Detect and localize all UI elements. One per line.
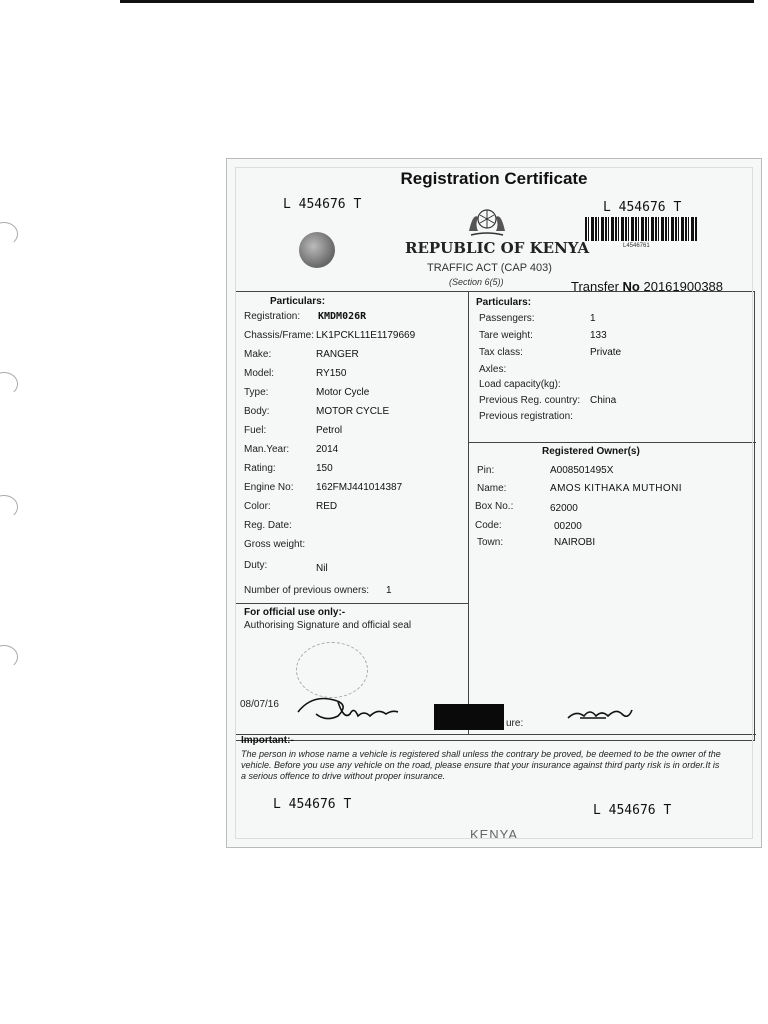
rating-value: 150: [316, 463, 333, 474]
right-particulars-heading: Particulars:: [476, 297, 532, 308]
tax-class-value: Private: [590, 347, 622, 358]
transfer-no-label: No: [622, 279, 640, 294]
field-label: Tax class:: [479, 347, 523, 358]
official-use-subheading: Authorising Signature and official seal: [244, 620, 412, 631]
color-value: RED: [316, 501, 338, 512]
field-label: Previous Reg. country:: [479, 395, 581, 406]
serial-number-top-right: L 454676 T: [603, 200, 682, 215]
field-label: Body:: [244, 406, 270, 417]
serial-number-top-left: L 454676 T: [283, 197, 362, 212]
owner-name-value: AMOS KITHAKA MUTHONI: [550, 483, 682, 494]
registration-certificate: [226, 158, 762, 848]
coat-of-arms-icon: [463, 201, 511, 239]
tare-weight-value: 133: [590, 330, 607, 341]
registration-value: KMDM026R: [318, 311, 367, 322]
field-label: Model:: [244, 368, 275, 379]
passengers-value: 1: [590, 313, 596, 324]
field-label: Make:: [244, 349, 272, 360]
body-value: MOTOR CYCLE: [316, 406, 390, 417]
punch-hole-mark: [0, 645, 18, 669]
field-label: Passengers:: [479, 313, 535, 324]
act-section: (Section 6(5)): [449, 277, 504, 287]
fuel-value: Petrol: [316, 425, 343, 436]
field-label: Code:: [475, 520, 502, 531]
left-particulars-heading: Particulars:: [270, 296, 326, 307]
field-label: Chassis/Frame:: [244, 330, 315, 341]
field-label: Box No.:: [475, 501, 514, 512]
embossed-seal-icon: [299, 232, 335, 268]
barcode: [585, 217, 697, 241]
field-label: Rating:: [244, 463, 276, 474]
document-title: Registration Certificate: [400, 169, 588, 188]
field-label: Fuel:: [244, 425, 267, 436]
owner-signature-icon: [566, 704, 636, 726]
important-notice-text: The person in whose name a vehicle is registered shall unless the contrary be proved, be deemed to be the owner of the vehicle. Before you use any vehicle on the road, please ensure that your insurance against third party risk is in order.It is a serious offence to drive without proper insurance.: [241, 749, 721, 781]
duty-value: Nil: [316, 563, 328, 574]
field-label: Reg. Date:: [244, 520, 292, 531]
transfer-label: Transfer: [571, 279, 623, 294]
kenya-watermark-text: KENYA: [469, 827, 519, 842]
owner-signature-label: ure:: [506, 718, 524, 729]
field-label: Color:: [244, 501, 271, 512]
field-label: Pin:: [477, 465, 495, 476]
previous-owners-value: 1: [386, 585, 392, 596]
owner-box-value: 62000: [550, 503, 578, 514]
serial-number-bottom-right: L 454676 T: [593, 803, 672, 818]
punch-hole-mark: [0, 222, 18, 246]
official-stamp-icon: [296, 642, 368, 698]
owner-code-value: 00200: [554, 521, 582, 532]
scan-edge-line: [120, 0, 754, 3]
important-heading: Important:-: [241, 735, 294, 746]
field-label: Duty:: [244, 560, 268, 571]
authorising-signature-icon: [294, 692, 404, 724]
official-use-heading: For official use only:-: [244, 607, 346, 618]
field-label: Previous registration:: [479, 411, 573, 422]
owner-pin-value: A008501495X: [550, 465, 614, 476]
owner-town-value: NAIROBI: [554, 537, 596, 548]
engine-no-value: 162FMJ441014387: [316, 482, 403, 493]
field-label: Axles:: [479, 364, 507, 375]
transfer-value: 20161900388: [639, 279, 724, 294]
traffic-act: TRAFFIC ACT (CAP 403): [427, 262, 552, 274]
official-date: 08/07/16: [240, 699, 279, 710]
field-label: Name:: [477, 483, 507, 494]
punch-hole-mark: [0, 372, 18, 396]
registered-owner-heading: Registered Owner(s): [542, 446, 640, 457]
type-value: Motor Cycle: [316, 387, 370, 398]
field-label: Town:: [477, 537, 504, 548]
field-label: Engine No:: [244, 482, 294, 493]
make-value: RANGER: [316, 349, 359, 360]
field-label: Type:: [244, 387, 269, 398]
previous-country-value: China: [590, 395, 617, 406]
field-label: Load capacity(kg):: [479, 379, 561, 390]
field-label: Tare weight:: [479, 330, 533, 341]
serial-number-bottom-left: L 454676 T: [273, 797, 352, 812]
field-label: Registration:: [244, 311, 301, 322]
redaction-block: [434, 704, 504, 730]
model-value: RY150: [316, 368, 347, 379]
particulars-table: [235, 291, 755, 741]
field-label: Man.Year:: [244, 444, 290, 455]
field-label: Gross weight:: [244, 539, 306, 550]
man-year-value: 2014: [316, 444, 339, 455]
chassis-value: LK1PCKL11E1179669: [316, 330, 416, 341]
punch-hole-mark: [0, 495, 18, 519]
previous-owners-label: Number of previous owners:: [244, 585, 370, 596]
country-heading: REPUBLIC OF KENYA: [405, 239, 590, 257]
barcode-number: L4546761: [623, 243, 650, 249]
